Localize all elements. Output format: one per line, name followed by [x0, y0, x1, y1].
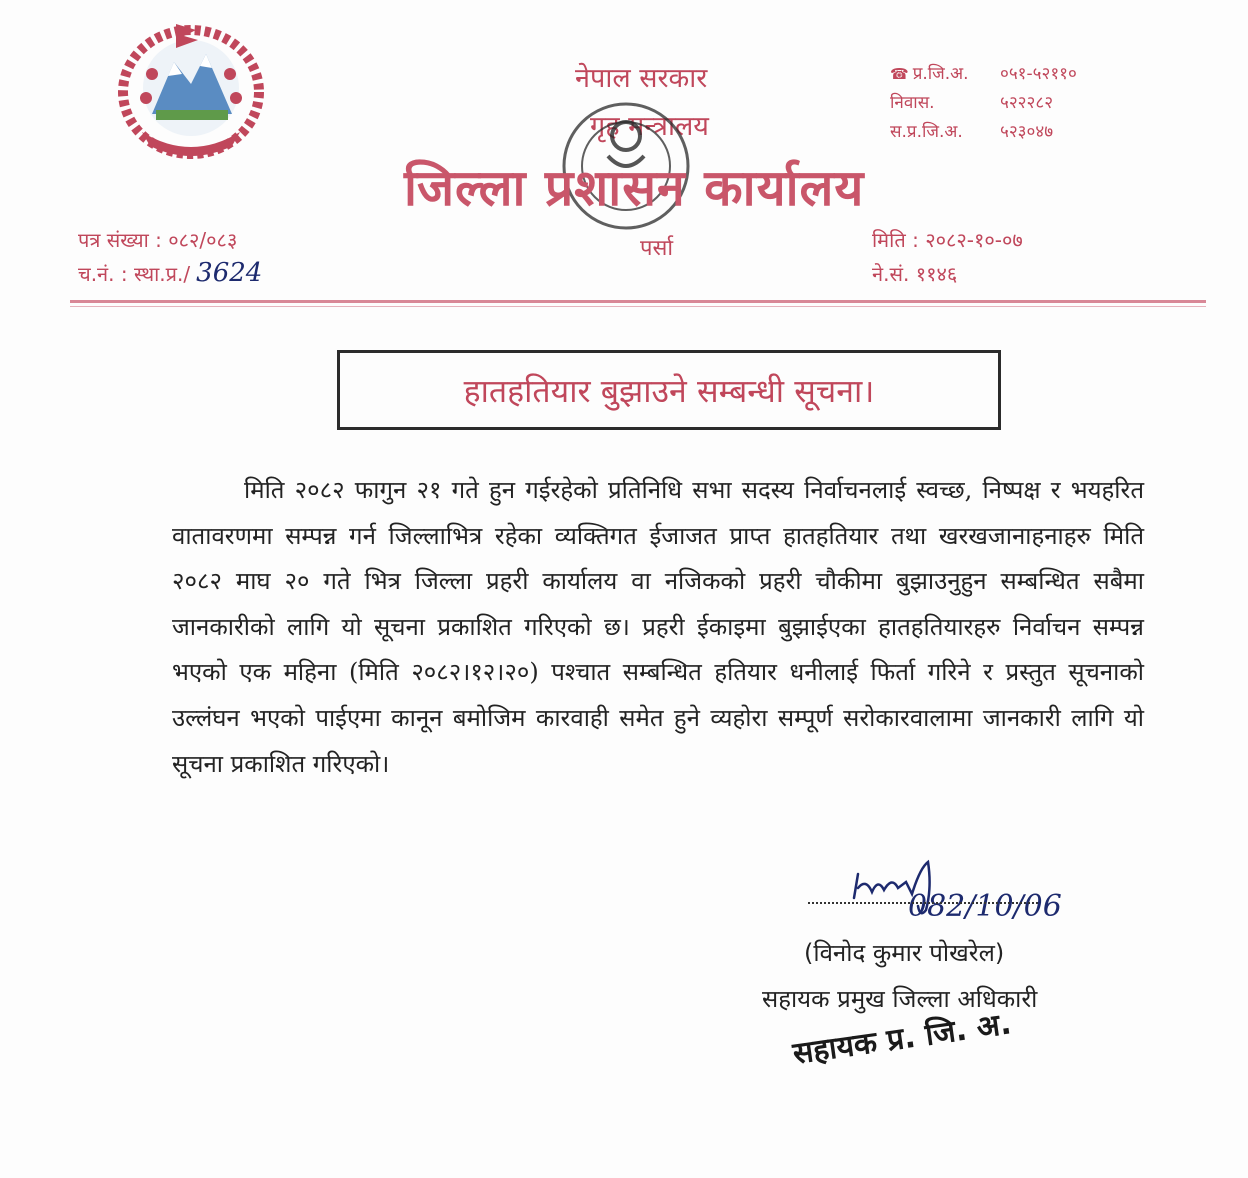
phone-row — [890, 58, 1077, 87]
dispatch-number-row — [78, 256, 262, 290]
designation-stamp: सहायक प्र. जि. अ. — [790, 1006, 1014, 1072]
notice-body: मिति २०८२ फागुन २१ गते हुन गईरहेको प्रतिनिधि सभा सदस्य निर्वाचनलाई स्वच्छ, निष्पक्ष र भयहरित वातावरणमा सम्पन्न गर्न जिल्लाभित्र रहेका व्यक्तिगत ईजाजत प्राप्त हातहतियार तथा खरखजानाहनाहरु मिति २०८२ माघ २० गते भित्र जिल्ला प्रहरी कार्यालय वा नजिकको प्रहरी चौकीमा बुझाउनुहुन सम्बन्धित सबैमा जानकारीको लागि यो सूचना प्रकाशित गरिएको छ। प्रहरी ईकाइमा बुझाईएका हातहतियारहरु निर्वाचन सम्पन्न भएको एक महिना (मिति २०८२।१२।२०) पश्चात सम्बन्धित हतियार धनीलाई फिर्ता गरिने र प्रस्तुत सूचनाको उल्लंघन भएको पाईएमा कानून बमोजिम कारवाही समेत हुने व्यहोरा सम्पूर्ण सरोकारवालामा जानकारी लागि यो सूचना प्रकाशित गरिएको। — [172, 476, 1144, 778]
phone-label: ☎ प्र.जि.अ. — [890, 64, 969, 84]
signatory-name: (विनोद कुमार पोखरेल) — [804, 939, 1005, 967]
phone-value: ५२३०४७ — [1000, 122, 1054, 142]
government-name: नेपाल सरकार — [575, 63, 708, 94]
nepal-sambat-value: ११४६ — [915, 261, 958, 286]
letter-number-value: ०८२/०८३ — [168, 227, 238, 252]
ministry-name: गृह मन्त्रालय — [590, 111, 709, 142]
nepal-sambat-label: ने.सं. — [872, 261, 910, 286]
handwritten-signature-icon — [848, 858, 1078, 928]
nepal-emblem-icon — [112, 14, 270, 164]
signature-line — [808, 902, 1038, 906]
phone-label: स.प्र.जि.अ. — [890, 122, 963, 142]
phone-label: निवास. — [890, 93, 935, 113]
date-value: २०८२-१०-०७ — [925, 227, 1023, 252]
subject-box — [337, 350, 1001, 430]
dispatch-number-value: 3624 — [196, 258, 263, 288]
telephone-icon: ☎ — [890, 65, 909, 83]
contact-numbers — [890, 58, 1077, 145]
letter-number-label: पत्र संख्या : — [78, 227, 162, 252]
phone-value: ५२२२८२ — [1000, 93, 1054, 113]
date-label: मिति : — [872, 227, 919, 252]
subject-title: हातहतियार बुझाउने सम्बन्धी सूचना। — [463, 371, 875, 410]
phone-value: ०५१-५२११० — [1000, 64, 1077, 84]
svg-text:082/10/06: 082/10/06 — [908, 889, 1062, 924]
nepal-sambat-row — [872, 256, 1023, 290]
office-location: पर्सा — [640, 236, 674, 261]
letter-number-row — [78, 222, 262, 256]
office-title: जिल्ला प्रशासन कार्यालय — [404, 159, 865, 217]
date-block — [872, 222, 1023, 290]
header-divider — [70, 300, 1206, 303]
reference-block — [78, 222, 262, 290]
phone-row — [890, 116, 1077, 145]
signatory-title: सहायक प्रमुख जिल्ला अधिकारी — [762, 985, 1038, 1013]
header-divider-thin — [70, 306, 1206, 307]
dispatch-number-label: च.नं. : स्था.प्र./ — [78, 261, 191, 286]
phone-row — [890, 87, 1077, 116]
date-row — [872, 222, 1023, 256]
